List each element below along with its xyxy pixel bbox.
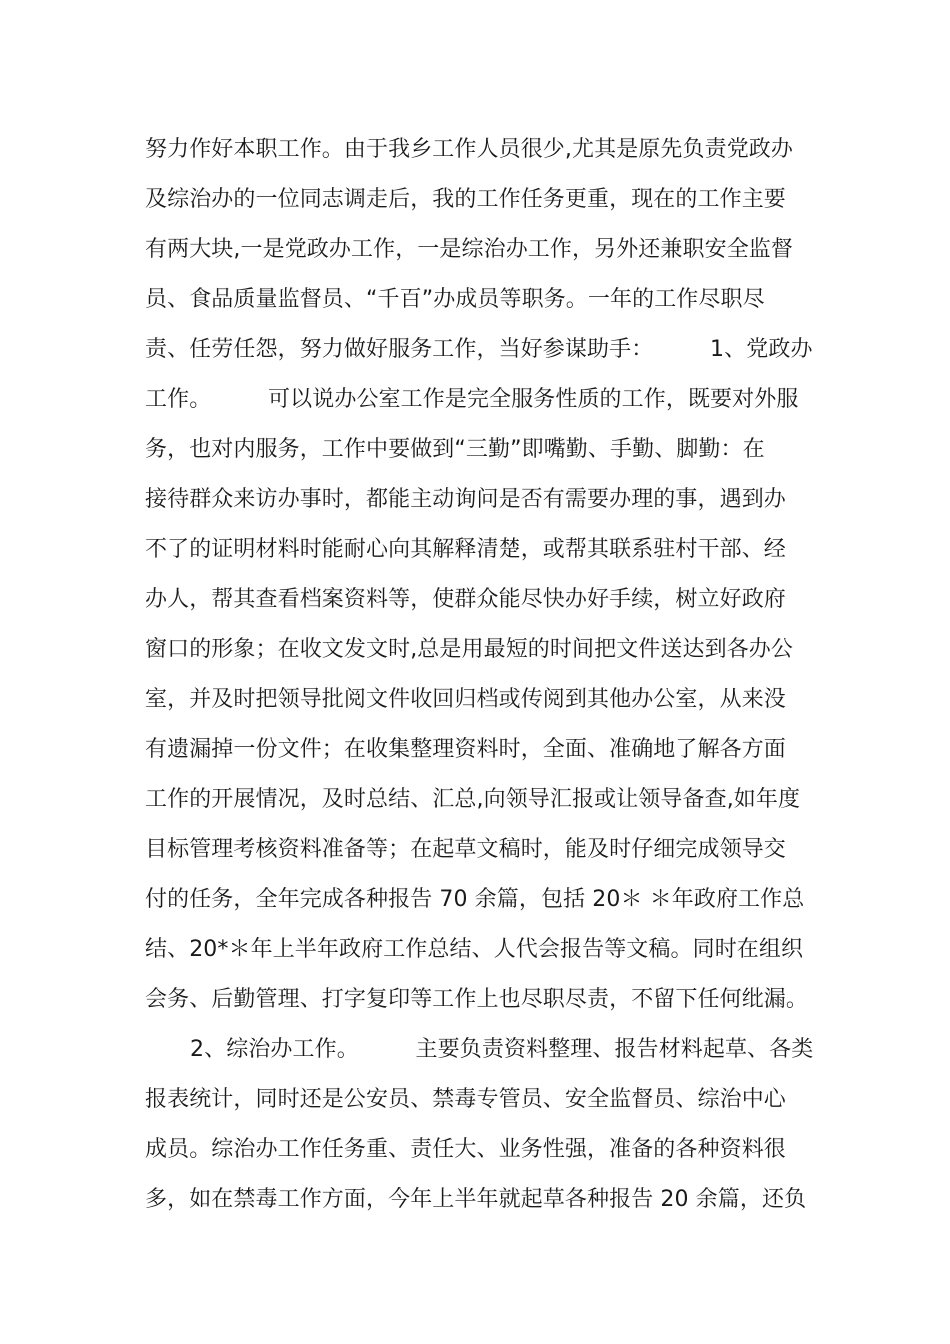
text-line-6: 工作。 可以说办公室工作是完全服务性质的工作，既要对外服 [145, 387, 799, 412]
text-line-15: 目标管理考核资料准备等；在起草文稿时，能及时仔细完成领导交 [145, 837, 786, 862]
text-line-22: 多，如在禁毒工作方面，今年上半年就起草各种报告 20 余篇，还负 [145, 1187, 807, 1212]
text-line-3: 有两大块,一是党政办工作，一是综治办工作，另外还兼职安全监督 [145, 237, 793, 262]
text-line-13: 有遗漏掉一份文件；在收集整理资料时，全面、准确地了解各方面 [145, 737, 786, 762]
text-line-5: 责、任劳任怨，努力做好服务工作，当好参谋助手： 1、党政办 [145, 337, 813, 362]
text-line-10: 办人，帮其查看档案资料等，使群众能尽快办好手续，树立好政府 [145, 587, 786, 612]
text-line-14: 工作的开展情况，及时总结、汇总,向领导汇报或让领导备查,如年度 [145, 787, 801, 812]
text-line-19: 2、综治办工作。 主要负责资料整理、报告材料起草、各类 [190, 1037, 814, 1062]
text-line-4: 员、食品质量监督员、“千百”办成员等职务。一年的工作尽职尽 [145, 287, 765, 312]
text-line-17: 结、20*＊年上半年政府工作总结、人代会报告等文稿。同时在组织 [145, 937, 804, 962]
text-line-9: 不了的证明材料时能耐心向其解释清楚，或帮其联系驻村干部、经 [145, 537, 786, 562]
text-line-1: 努力作好本职工作。由于我乡工作人员很少,尤其是原先负责党政办 [145, 137, 793, 162]
text-line-8: 接待群众来访办事时，都能主动询问是否有需要办理的事，遇到办 [145, 487, 786, 512]
text-line-7: 务，也对内服务，工作中要做到“三勤”即嘴勤、手勤、脚勤：在 [145, 437, 765, 462]
text-line-18: 会务、后勤管理、打字复印等工作上也尽职尽责，不留下任何纰漏。 [145, 987, 809, 1012]
text-line-12: 室，并及时把领导批阅文件收回归档或传阅到其他办公室，从来没 [145, 687, 786, 712]
text-line-16: 付的任务，全年完成各种报告 70 余篇，包括 20＊ ＊年政府工作总 [145, 887, 805, 912]
text-line-11: 窗口的形象；在收文发文时,总是用最短的时间把文件送达到各办公 [145, 637, 793, 662]
text-line-20: 报表统计，同时还是公安员、禁毒专管员、安全监督员、综治中心 [145, 1087, 786, 1112]
body-text [145, 125, 825, 1225]
text-line-21: 成员。综治办工作任务重、责任大、业务性强，准备的各种资料很 [145, 1137, 786, 1162]
text-line-2: 及综治办的一位同志调走后，我的工作任务更重，现在的工作主要 [145, 187, 786, 212]
